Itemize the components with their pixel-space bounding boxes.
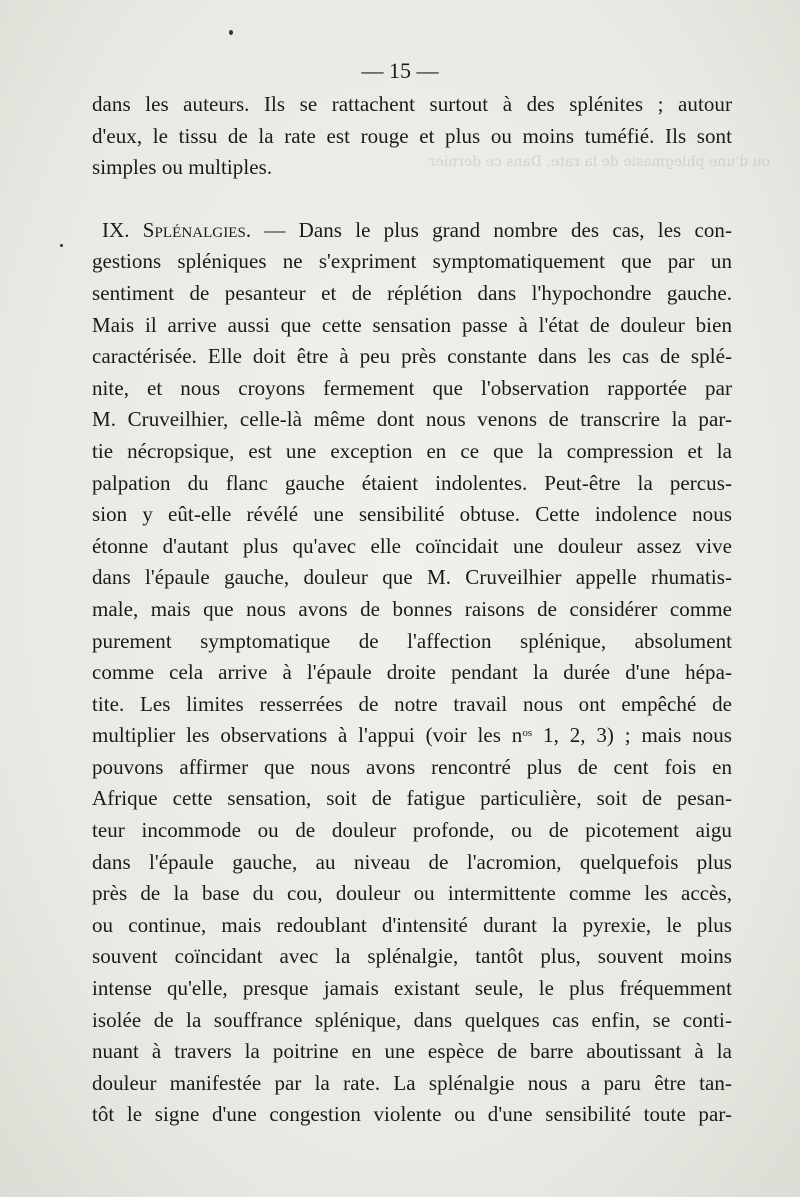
text-line: douleur manifestée par la rate. La splénalgie nous a paru être tan- [92, 1070, 732, 1095]
text-line: tôt le signe d'une congestion violente ou d'une sensibilité toute par- [92, 1102, 732, 1127]
ink-speck [229, 30, 233, 35]
text-line: nite, et nous croyons fermement que l'observation rapportée par [92, 375, 732, 400]
text-line: d'eux, le tissu de la rate est rouge et plus ou moins tuméfié. Ils sont [92, 123, 732, 148]
section-title: Splénalgies. [142, 217, 252, 242]
paragraph-continuation [92, 89, 732, 184]
paragraph-gap [92, 184, 732, 215]
text-line: dans l'épaule gauche, douleur que M. Cruveilhier appelle rhumatis- [92, 565, 732, 590]
text-line: tite. Les limites resserrées de notre travail nous ont empêché de [92, 691, 732, 716]
text-line: Mais il arrive aussi que cette sensation passe à l'état de douleur bien [92, 312, 732, 337]
text-line: M. Cruveilhier, celle-là même dont nous venons de transcrire la par- [92, 407, 732, 432]
bleed-through-text: ou d'une phlegmasie de la rate. Dans ce dernier [428, 154, 770, 170]
text-line: près de la base du cou, douleur ou intermittente comme les accès, [92, 881, 732, 906]
text-line: simples ou multiples. [92, 155, 273, 180]
section-heading-line [92, 215, 732, 247]
numero-superscript: os [522, 727, 533, 740]
text-line: Afrique cette sensation, soit de fatigue particulière, soit de pesan- [92, 786, 732, 811]
text-line: dans l'épaule gauche, au niveau de l'acromion, quelquefois plus [92, 849, 732, 874]
text-line: isolée de la souffrance splénique, dans quelques cas enfin, se conti- [92, 1007, 732, 1032]
text-line: nuant à travers la poitrine en une espèce de barre aboutissant à la [92, 1039, 732, 1064]
text-line: tie nécropsique, est une exception en ce que la compression et la [92, 438, 732, 463]
ink-speck [60, 244, 63, 247]
text-line: étonne d'autant plus qu'avec elle coïncidait une douleur assez vive [92, 533, 732, 558]
text-line: male, mais que nous avons de bonnes raisons de considérer comme [92, 596, 732, 621]
text-line: comme cela arrive à l'épaule droite pendant la durée d'une hépa- [92, 660, 732, 685]
page-number: — 15 — [361, 58, 439, 83]
text-line: sion y eût-elle révélé une sensibilité obtuse. Cette indolence nous [92, 502, 732, 527]
text-line: souvent coïncidant avec la splénalgie, tantôt plus, souvent moins [92, 944, 732, 969]
text-line: ou continue, mais redoublant d'intensité durant la pyrexie, le plus [92, 912, 732, 937]
text-line: teur incommode ou de douleur profonde, ou de picotement aigu [92, 818, 732, 843]
section-number: IX. [102, 217, 130, 242]
observations-text-rest: 1, 2, 3) ; mais nous [532, 723, 732, 748]
body-text [92, 89, 732, 1131]
text-line: sentiment de pesanteur et de réplétion dans l'hypochondre gauche. [92, 280, 732, 305]
text-line: intense qu'elle, presque jamais existant seule, le plus fréquemment [92, 976, 732, 1001]
section-dash: — [264, 217, 286, 242]
text-line: pouvons affirmer que nous avons rencontré plus de cent fois en [92, 754, 732, 779]
text-line: purement symptomatique de l'affection splénique, absolument [92, 628, 732, 653]
text-line: caractérisée. Elle doit être à peu près constante dans les cas de splé- [92, 344, 732, 369]
section-first-line-text: Dans le plus grand nombre des cas, les con- [298, 217, 732, 242]
text-line: palpation du flanc gauche étaient indolentes. Peut-être la percus- [92, 470, 732, 495]
text-line [92, 720, 732, 752]
observations-text: multiplier les observations à l'appui (voir les n [92, 723, 523, 748]
text-line: gestions spléniques ne s'expriment symptomatiquement que par un [92, 249, 732, 274]
text-line: dans les auteurs. Ils se rattachent surtout à des splénites ; autour [92, 92, 732, 116]
section-ix [92, 215, 732, 1131]
